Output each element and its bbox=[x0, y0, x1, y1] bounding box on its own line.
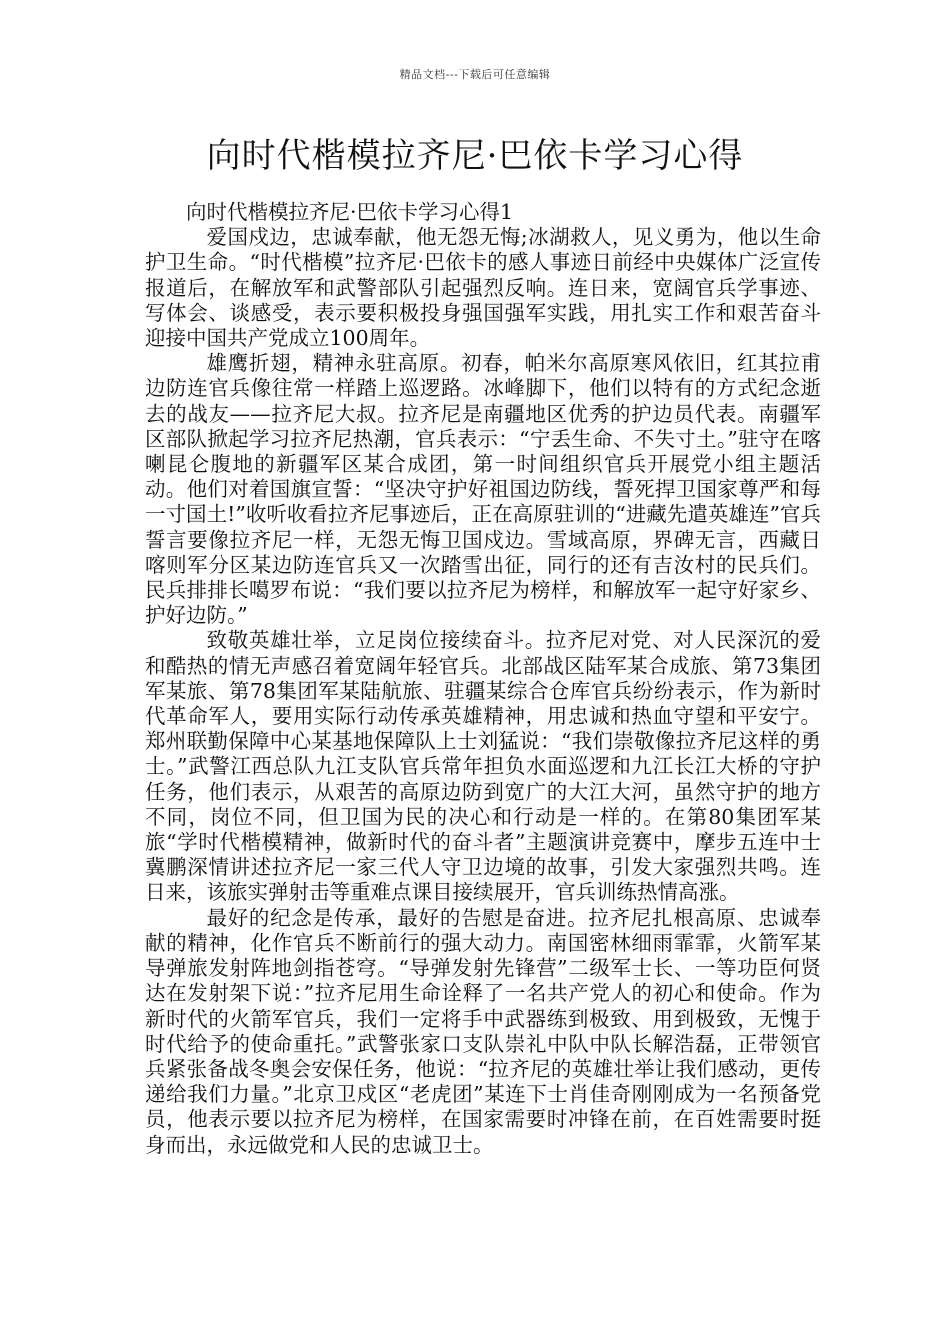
document-subtitle: 向时代楷模拉齐尼·巴依卡学习心得1 bbox=[186, 200, 514, 224]
paragraph-2: 雄鹰折翅，精神永驻高原。初春，帕米尔高原寒风依旧，红其拉甫边防连官兵像往常一样踏上巡逻路。冰峰脚下，他们以特有的方式纪念逝去的战友——拉齐尼大叔。拉齐尼是南疆地区优秀的护边员代表。南疆军区部队掀起学习拉齐尼热潮，官兵表示：“宁丢生命、不失寸土。”驻守在喀喇昆仑腹地的新疆军区某合成团，第一时间组织官兵开展党小组主题活动。他们对着国旗宣誓：“坚决守护好祖国边防线，誓死捍卫国家尊严和每一寸国土!”收听收看拉齐尼事迹后，正在高原驻训的“进藏先遣英雄连”官兵誓言要像拉齐尼一样，无怨无悔卫国戍边。雪域高原，界碑无言，西藏日喀则军分区某边防连官兵又一次踏雪出征，同行的还有吉汝村的民兵们。民兵排排长噶罗布说：“我们要以拉齐尼为榜样，和解放军一起守好家乡、护好边防。” bbox=[145, 351, 821, 628]
paragraph-1: 爱国戍边，忠诚奉献，他无怨无悔;冰湖救人，见义勇为，他以生命护卫生命。“时代楷模”拉齐尼·巴依卡的感人事迹日前经中央媒体广泛宣传报道后，在解放军和武警部队引起强烈反响。连日来，宽阔官兵学事迹、写体会、谈感受，表示要积极投身强国强军实践，用扎实工作和艰苦奋斗迎接中国共产党成立100周年。 bbox=[145, 225, 821, 351]
document-body bbox=[145, 200, 821, 1158]
paragraph-4: 最好的纪念是传承，最好的告慰是奋进。拉齐尼扎根高原、忠诚奉献的精神，化作官兵不断前行的强大动力。南国密林细雨霏霏，火箭军某导弹旅发射阵地剑指苍穹。“导弹发射先锋营”二级军士长、一等功臣何贤达在发射架下说：”拉齐尼用生命诠释了一名共产党人的初心和使命。作为新时代的火箭军官兵，我们一定将手中武器练到极致、用到极致，无愧于时代给予的使命重托。”武警张家口支队崇礼中队中队长解浩磊，正带领官兵紧张备战冬奥会安保任务，他说：“拉齐尼的英雄壮举让我们感动，更传递给我们力量。”北京卫戍区“老虎团”某连下士肖佳奇刚刚成为一名预备党员，他表示要以拉齐尼为榜样，在国家需要时冲锋在前，在百姓需要时挺身而出，永远做党和人民的忠诚卫士。 bbox=[145, 905, 821, 1157]
page-header-note: 精品文档---下载后可任意编辑 bbox=[399, 68, 551, 81]
document-title: 向时代楷模拉齐尼·巴依卡学习心得 bbox=[206, 136, 744, 176]
paragraph-3: 致敬英雄壮举，立足岗位接续奋斗。拉齐尼对党、对人民深沉的爱和酷热的情无声感召着宽阔年轻官兵。北部战区陆军某合成旅、第73集团军某旅、第78集团军某陆航旅、驻疆某综合仓库官兵纷纷表示，作为新时代革命军人，要用实际行动传承英雄精神，用忠诚和热血守望和平安宁。郑州联勤保障中心某基地保障队上士刘猛说：“我们崇敬像拉齐尼这样的勇士。”武警江西总队九江支队官兵常年担负水面巡逻和九江长江大桥的守护任务，他们表示，从艰苦的高原边防到宽广的大江大河，虽然守护的地方不同，岗位不同，但卫国为民的决心和行动是一样的。在第80集团军某旅“学时代楷模精神，做新时代的奋斗者”主题演讲竞赛中，摩步五连中士冀鹏深情讲述拉齐尼一家三代人守卫边境的故事，引发大家强烈共鸣。连日来，该旅实弹射击等重难点课目接续展开，官兵训练热情高涨。 bbox=[145, 628, 821, 905]
